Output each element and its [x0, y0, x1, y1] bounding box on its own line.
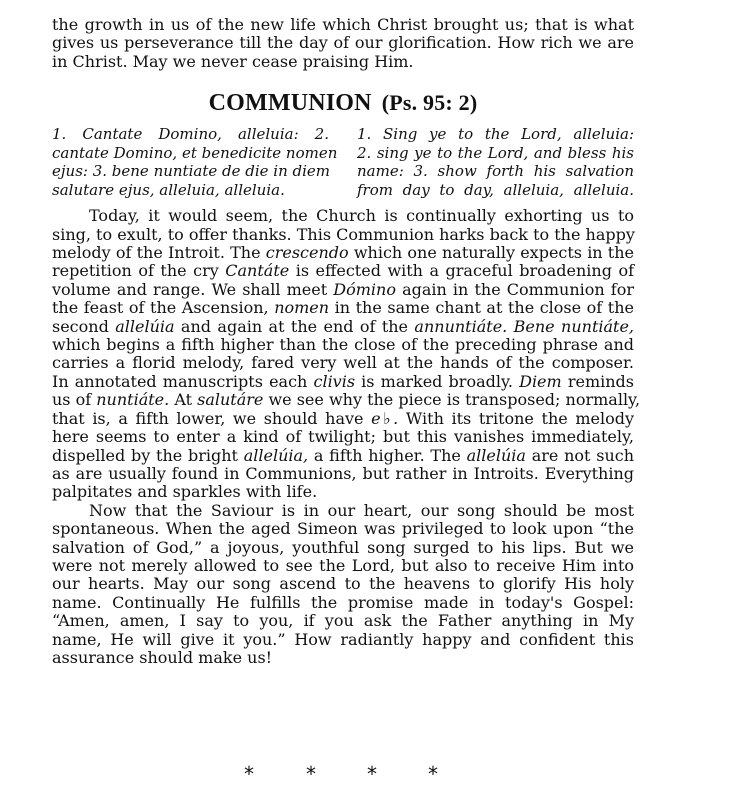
english-line: 1. Sing ye to the Lord, alleluia:: [357, 125, 634, 144]
text-line: melody of the Introit. The crescendo which one naturally expects in the: [52, 243, 634, 263]
text-line: assurance should make us!: [52, 647, 273, 667]
text-line: our hearts. May our song ascend to the heavens to glorify His holy: [52, 574, 634, 594]
english-line: name: 3. show forth his salvation: [357, 162, 634, 181]
text-line: the growth in us of the new life which Christ brought us; that is what: [52, 15, 634, 34]
english-line: from day to day, alleluia, alleluia.: [357, 180, 634, 199]
separator-asterisk: *: [244, 762, 254, 786]
text-line: name. Continually He fulfills the promise made in today's Gospel:: [52, 592, 634, 612]
text-line: which begins a fifth higher than the close of the preceding phrase and: [52, 335, 634, 355]
text-line: carries a florid melody, fared very well at the hands of the composer.: [52, 353, 634, 373]
text-line: spontaneous. When the aged Simeon was privileged to look upon “the: [52, 519, 634, 539]
text-line: were not merely allowed to see the Lord, but also to receive Him into: [52, 555, 634, 575]
text-line: sing, to exult, to offer thanks. This Communion harks back to the happy: [52, 224, 635, 244]
text-line: salvation of God,” a joyous, youthful song surged to his lips. But we: [52, 537, 634, 557]
text-line: repetition of the cry Cantáte is effected with a graceful broadening of: [52, 261, 635, 281]
text-line: us of nuntiáte. At salutáre we see why the piece is transposed; normally,: [52, 390, 641, 410]
english-text-column: [357, 125, 634, 199]
latin-line: salutare ejus, alleluia, alleluia.: [52, 180, 285, 199]
separator-asterisk: *: [306, 762, 316, 786]
latin-line: cantate Domino, et benedicite nomen: [52, 143, 338, 162]
text-line: In annotated manuscripts each clivis is marked broadly. Diem reminds: [52, 371, 635, 391]
text-line: volume and range. We shall meet Dómino again in the Communion for: [52, 279, 634, 299]
text-line: as are usually found in Communions, but rather in Introits. Everything: [52, 463, 634, 483]
separator-asterisk: *: [428, 762, 438, 786]
text-line: second allelúia and again at the end of the annuntiáte. Bene nuntiáte,: [52, 316, 635, 336]
latin-line: ejus: 3. bene nuntiate de die in diem: [52, 162, 331, 181]
intro-paragraph: [52, 16, 634, 71]
latin-line: 1. Cantate Domino, alleluia: 2.: [52, 125, 329, 144]
text-line: gives us perseverance till the day of our glorification. How rich we are: [52, 33, 634, 53]
text-line: dispelled by the bright allelúia, a fifth higher. The allelúia are not such: [52, 445, 635, 465]
page-content: [52, 15, 641, 667]
heading-reference: (Ps. 95: 2): [381, 90, 478, 116]
heading-title: COMMUNION: [208, 90, 372, 117]
separator-asterisk: *: [367, 762, 377, 786]
commentary-paragraph-1: [52, 206, 641, 502]
commentary-paragraph-2: [52, 502, 634, 668]
text-line: here seems to enter a kind of twilight; but this vanishes immediately,: [52, 427, 634, 447]
latin-text-column: [52, 125, 338, 199]
text-line: “Amen, amen, I say to you, if you ask the Father anything in My: [52, 611, 634, 631]
text-line: Today, it would seem, the Church is continually exhorting us to: [89, 206, 634, 226]
chant-text-columns: [52, 125, 634, 199]
text-line: in Christ. May we never cease praising Him.: [52, 51, 414, 71]
section-heading: [52, 89, 634, 117]
text-line: name, He will give it you.” How radiantly happy and confident this: [52, 629, 634, 649]
text-line: palpitates and sparkles with life.: [52, 482, 318, 502]
text-line: that is, a fifth lower, we should have e♭. With its tritone the melody: [52, 408, 635, 428]
text-line: Now that the Saviour is in our heart, our song should be most: [89, 500, 634, 520]
text-line: the feast of the Ascension, nomen in the same chant at the close of the: [52, 298, 634, 318]
section-separator: [0, 762, 744, 786]
english-line: 2. sing ye to the Lord, and bless his: [357, 143, 634, 162]
